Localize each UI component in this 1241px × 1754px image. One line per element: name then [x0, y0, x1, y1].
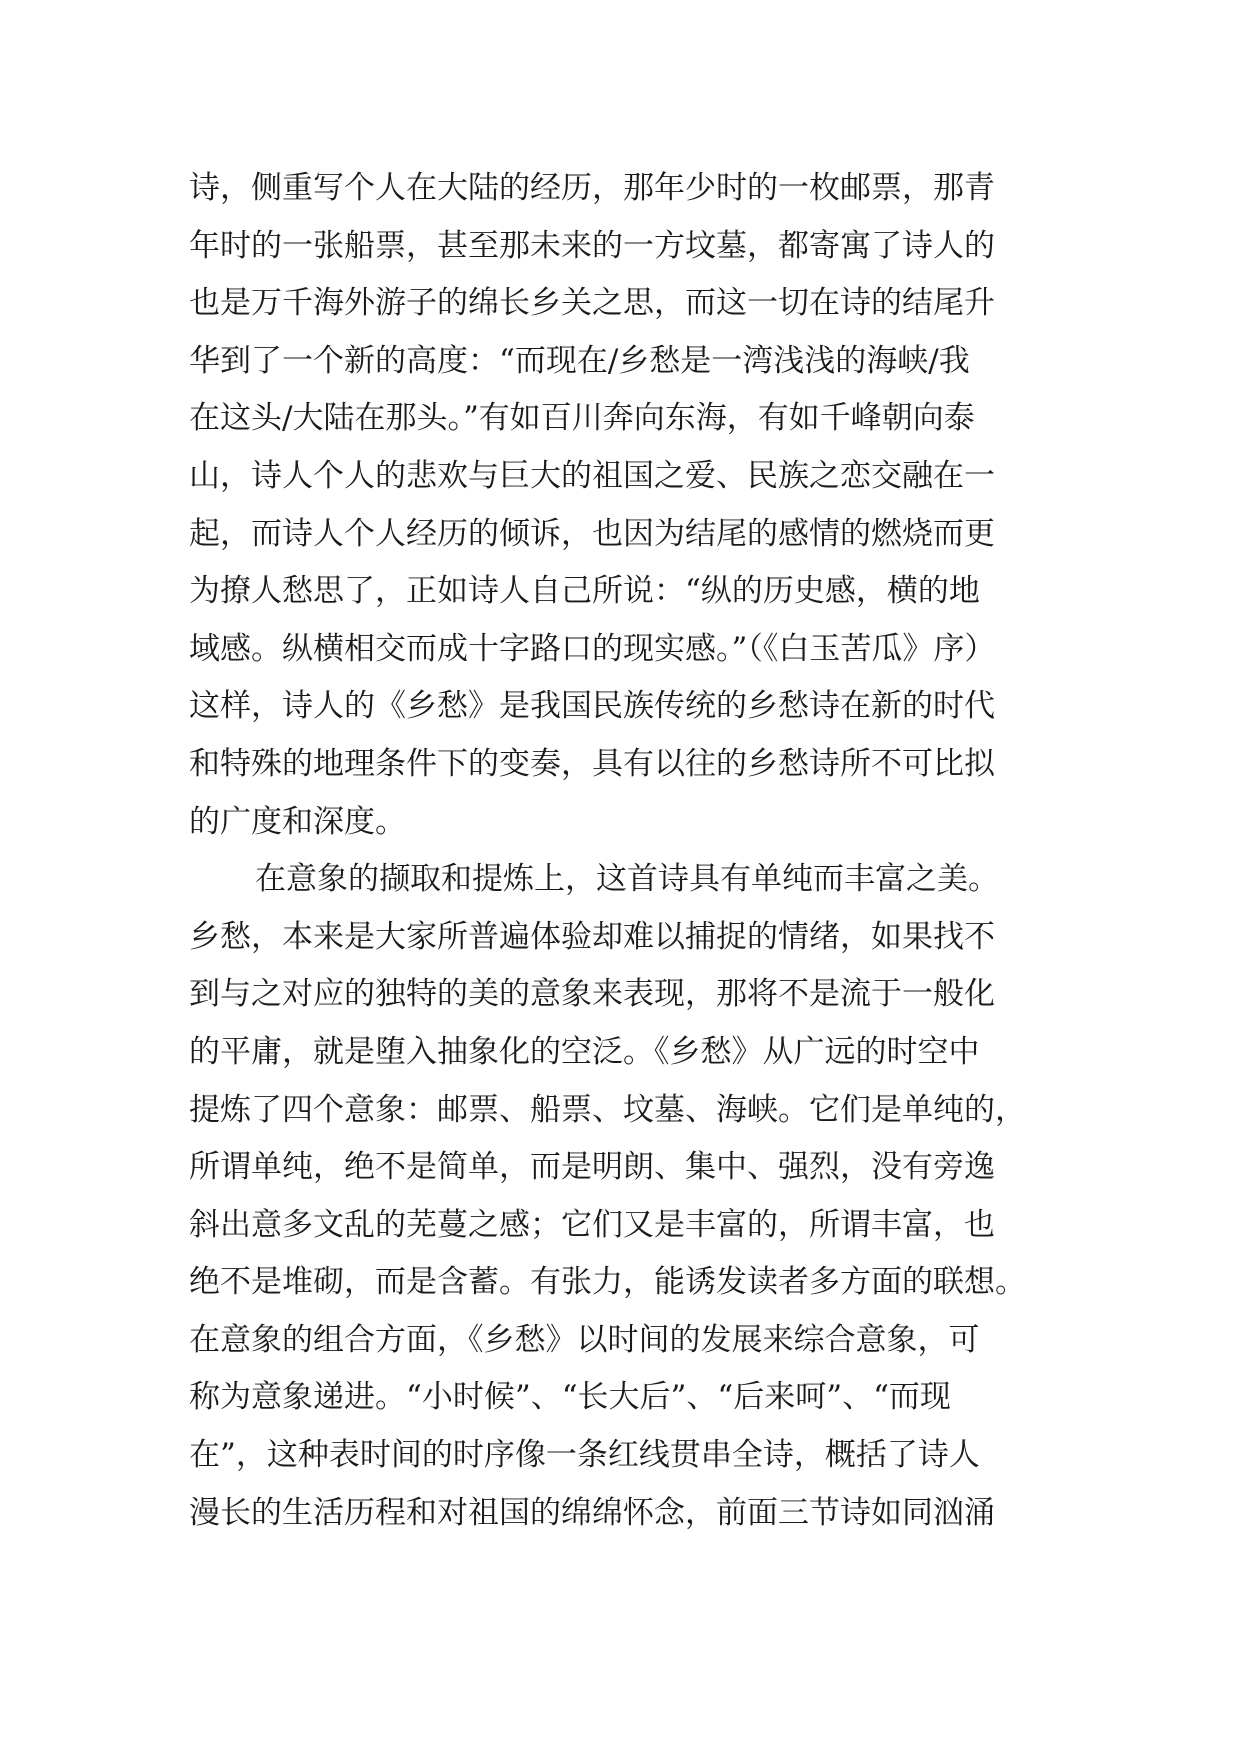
text-line: 所谓单纯，绝不是简单，而是明朗、集中、强烈，没有旁逸	[189, 1149, 995, 1186]
text-line: 到与之对应的独特的美的意象来表现，那将不是流于一般化	[189, 976, 995, 1013]
text-line: 为撩人愁思了，正如诗人自己所说：“纵的历史感，横的地	[189, 573, 980, 610]
text-line: 在这头/大陆在那头。”有如百川奔向东海，有如千峰朝向泰	[189, 400, 975, 437]
body-text	[189, 160, 1069, 1542]
text-line: 称为意象递进。“小时候”、“长大后”、“后来呵”、“而现	[189, 1379, 951, 1416]
text-line: 漫长的生活历程和对祖国的绵绵怀念，前面三节诗如同汹涌	[189, 1494, 995, 1531]
text-line: 的平庸，就是堕入抽象化的空泛。《乡愁》从广远的时空中	[189, 1033, 980, 1070]
text-line: 起，而诗人个人经历的倾诉，也因为结尾的感情的燃烧而更	[189, 515, 995, 552]
text-line: 和特殊的地理条件下的变奏，具有以往的乡愁诗所不可比拟	[189, 745, 995, 782]
text-line: 乡愁，本来是大家所普遍体验却难以捕捉的情绪，如果找不	[189, 918, 995, 955]
text-line: 提炼了四个意象：邮票、船票、坟墓、海峡。它们是单纯的，	[189, 1091, 1026, 1128]
paragraph-first-line: 在意象的撷取和提炼上，这首诗具有单纯而丰富之美。	[255, 861, 999, 898]
text-line: 也是万千海外游子的绵长乡关之思，而这一切在诗的结尾升	[189, 285, 995, 322]
text-line: 绝不是堆砌，而是含蓄。有张力，能诱发读者多方面的联想。	[189, 1264, 1026, 1301]
text-line: 山，诗人个人的悲欢与巨大的祖国之爱、民族之恋交融在一	[189, 457, 995, 494]
text-line: 华到了一个新的高度：“而现在/乡愁是一湾浅浅的海峡/我	[189, 342, 970, 379]
text-line: 在”，这种表时间的时序像一条红线贯串全诗，概括了诗人	[189, 1437, 980, 1474]
text-line: 这样，诗人的《乡愁》是我国民族传统的乡愁诗在新的时代	[189, 688, 995, 725]
text-line: 诗，侧重写个人在大陆的经历，那年少时的一枚邮票，那青	[189, 170, 995, 206]
text-line: 年时的一张船票，甚至那未来的一方坟墓，都寄寓了诗人的	[189, 227, 995, 264]
text-line: 的广度和深度。	[189, 803, 406, 840]
text-line: 域感。纵横相交而成十字路口的现实感。”（《白玉苦瓜》序）	[189, 630, 996, 667]
text-line: 在意象的组合方面，《乡愁》以时间的发展来综合意象，可	[189, 1321, 980, 1358]
text-line: 斜出意多文乱的芜蔓之感；它们又是丰富的，所谓丰富，也	[189, 1206, 995, 1243]
